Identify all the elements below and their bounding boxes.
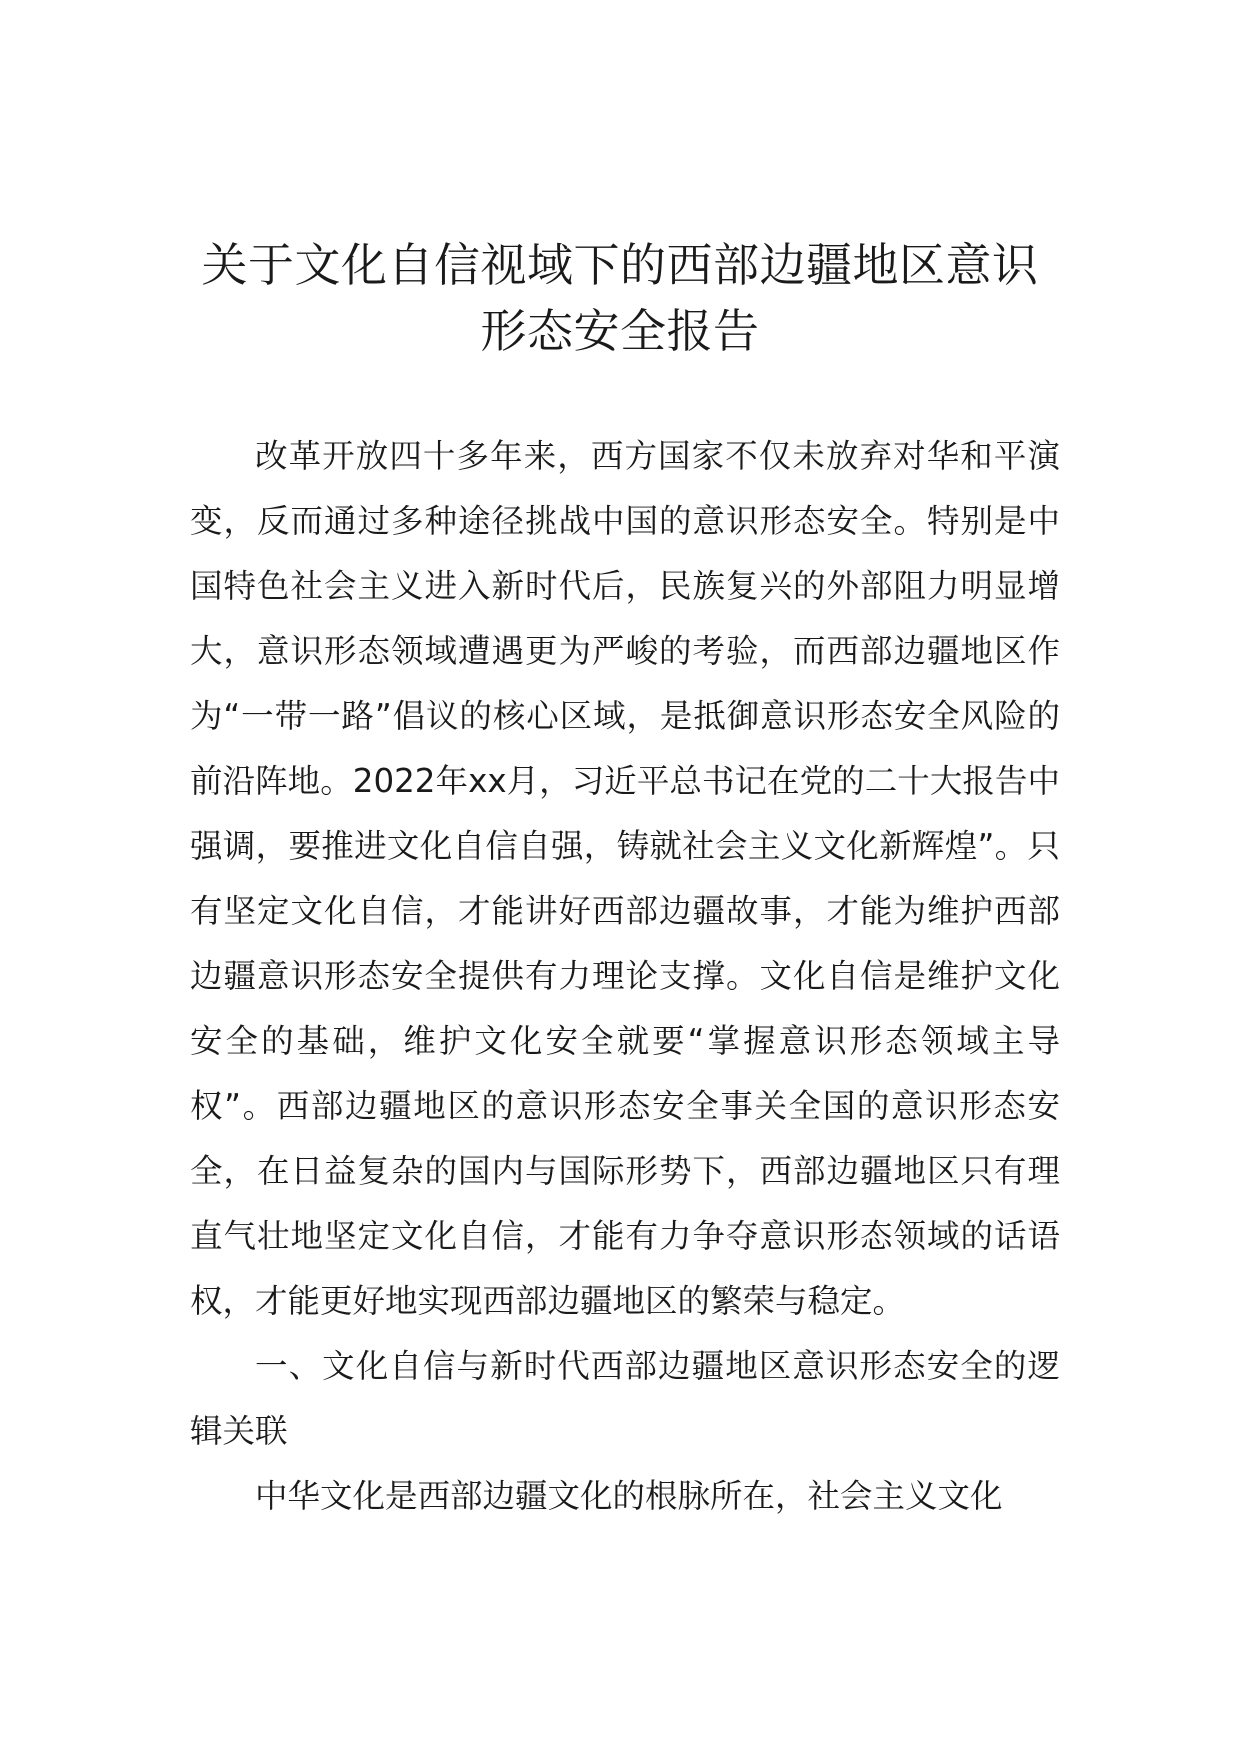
document-title: 关于文化自信视域下的西部边疆地区意识形态安全报告 — [201, 238, 1039, 358]
body-paragraph-intro: 改革开放四十多年来，西方国家不仅未放弃对华和平演变，反而通过多种途径挑战中国的意识形态安全。特别是中国特色社会主义进入新时代后，民族复兴的外部阻力明显增大，意识形态领域遭遇更为严峻的考验，而西部边疆地区作为“一带一路”倡议的核心区域，是抵御意识形态安全风险的前沿阵地。2022年xx月，习近平总书记在党的二十大报告中强调，要推进文化自信自强，铸就社会主义文化新辉煌”。只有坚定文化自信，才能讲好西部边疆故事，才能为维护西部边疆意识形态安全提供有力理论支撑。文化自信是维护文化安全的基础，维护文化安全就要“掌握意识形态领域主导权”。西部边疆地区的意识形态安全事关全国的意识形态安全，在日益复杂的国内与国际形势下，西部边疆地区只有理直气壮地坚定文化自信，才能有力争夺意识形态领域的话语权，才能更好地实现西部边疆地区的繁荣与稳定。 — [190, 437, 1060, 1320]
document-body — [190, 424, 1060, 1529]
body-paragraph-section-1: 中华文化是西部边疆文化的根脉所在，社会主义文化 — [255, 1477, 1003, 1515]
section-heading-1: 一、文化自信与新时代西部边疆地区意识形态安全的逻辑关联 — [190, 1347, 1060, 1450]
